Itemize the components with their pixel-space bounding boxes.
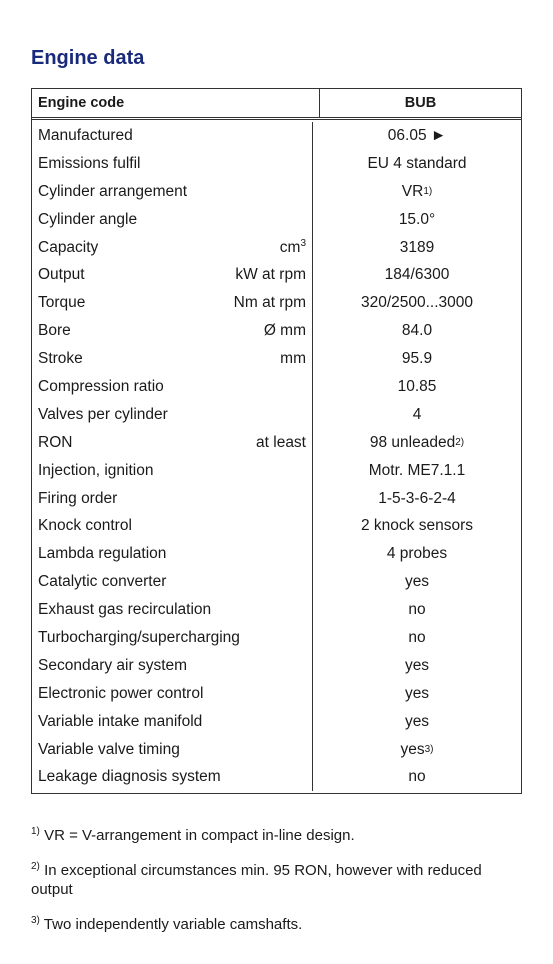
row-value: 95.9 [401, 350, 433, 368]
row-unit: kW at rpm [235, 266, 306, 284]
row-label: Secondary air system [38, 656, 188, 674]
row-value: 4 [412, 405, 422, 423]
row-label-cell [32, 317, 313, 345]
table-row [32, 457, 521, 485]
row-label-cell [32, 652, 313, 680]
row-label: Exhaust gas recirculation [38, 601, 212, 619]
row-value: 10.85 [397, 377, 437, 395]
row-label-cell [32, 345, 313, 373]
row-label: Output [38, 266, 85, 284]
row-label-cell [32, 736, 313, 764]
row-label-cell [32, 624, 313, 652]
row-label-cell [32, 568, 313, 596]
row-label-cell [32, 234, 313, 262]
row-label-cell [32, 401, 313, 429]
row-value: EU 4 standard [367, 154, 467, 172]
table-row [32, 624, 521, 652]
footnote [31, 826, 526, 845]
row-label: Compression ratio [38, 377, 164, 395]
row-value-cell: VR 1) [401, 182, 433, 200]
table-row [32, 596, 521, 624]
row-value-cell [313, 206, 521, 234]
row-label: Catalytic converter [38, 573, 167, 591]
row-value: yes [400, 740, 425, 758]
row-label-cell [32, 178, 313, 206]
row-value: Motr. ME7.1.1 [368, 461, 466, 479]
row-label: Knock control [38, 517, 132, 535]
row-value: no [408, 768, 426, 786]
footnote-text: Two independently variable camshafts. [39, 916, 303, 933]
row-value: 320/2500...3000 [360, 294, 474, 312]
row-value-cell [313, 652, 521, 680]
table-row [32, 708, 521, 736]
row-value: no [408, 601, 426, 619]
table-row [32, 540, 521, 568]
row-label: Electronic power control [38, 684, 204, 702]
row-label-cell [32, 485, 313, 513]
row-unit: $cm^3$ [279, 237, 306, 256]
row-unit: at least [256, 433, 306, 451]
footnote-text: In exceptional circumstances min. 95 RON, however with reduced output [31, 862, 482, 898]
row-label: Stroke [38, 350, 83, 368]
row-label-cell [32, 763, 313, 791]
row-value-cell [313, 540, 521, 568]
row-value-cell [313, 568, 521, 596]
engine-data-table [31, 88, 522, 794]
table-row [32, 763, 521, 791]
row-value-cell [313, 234, 521, 262]
footnotes [31, 826, 526, 950]
footnote-mark: 2) [31, 861, 40, 872]
table-row [32, 652, 521, 680]
row-value-cell [313, 624, 521, 652]
row-label-cell [32, 512, 313, 540]
row-unit: mm [280, 350, 306, 368]
table-row [32, 178, 521, 206]
table-row [32, 680, 521, 708]
table-row [32, 150, 521, 178]
row-value-cell [313, 289, 521, 317]
row-label: Lambda regulation [38, 545, 167, 563]
row-value-cell [313, 763, 521, 791]
row-label: Manufactured [38, 126, 133, 144]
row-value: 184/6300 [384, 266, 450, 284]
row-label: Leakage diagnosis system [38, 768, 221, 786]
row-value: 84.0 [401, 322, 433, 340]
row-value-cell [313, 485, 521, 513]
row-unit: Ø mm [263, 322, 306, 340]
row-value-cell [313, 457, 521, 485]
row-value-cell [313, 512, 521, 540]
table-row [32, 317, 521, 345]
row-label: Variable valve timing [38, 740, 180, 758]
row-label: Bore [38, 322, 71, 340]
table-row [32, 234, 521, 262]
table-row [32, 122, 521, 150]
header-value: BUB [404, 95, 437, 111]
row-label: Torque [38, 294, 86, 312]
header-label: Engine code [32, 89, 320, 117]
row-value: yes [404, 712, 430, 730]
table-header [32, 89, 521, 120]
row-label-cell [32, 429, 313, 457]
row-value-cell [313, 373, 521, 401]
row-value-cell [313, 317, 521, 345]
row-value: yes [404, 684, 430, 702]
row-value-cell [313, 150, 521, 178]
row-label: Variable intake manifold [38, 712, 203, 730]
row-value: 06.05 ► [387, 126, 447, 144]
unit-superscript: 3 [300, 237, 306, 249]
row-label: Valves per cylinder [38, 405, 168, 423]
row-value: 2 knock sensors [361, 517, 473, 535]
row-label: Emissions fulfil [38, 154, 141, 172]
row-value: VR [401, 182, 424, 200]
footnote [31, 861, 526, 899]
footnote-text: VR = V-arrangement in compact in-line design. [39, 827, 355, 844]
row-label: RON [38, 433, 73, 451]
row-label-cell [32, 680, 313, 708]
row-value-cell [313, 596, 521, 624]
footnote-mark: 3) [31, 915, 40, 926]
row-label-cell [32, 289, 313, 317]
row-label-cell [32, 373, 313, 401]
row-value: yes [404, 573, 430, 591]
footnote [31, 915, 526, 934]
row-label-cell [32, 206, 313, 234]
row-value: 15.0° [398, 210, 436, 228]
row-value-cell [313, 345, 521, 373]
table-row [32, 261, 521, 289]
row-label: Turbocharging/supercharging [38, 628, 240, 646]
row-label: Capacity [38, 238, 99, 256]
table-row [32, 345, 521, 373]
table-row [32, 485, 521, 513]
table-row [32, 401, 521, 429]
row-label-cell [32, 540, 313, 568]
row-label-cell [32, 596, 313, 624]
row-label-cell [32, 708, 313, 736]
row-value: yes [404, 656, 430, 674]
row-label: Cylinder arrangement [38, 182, 188, 200]
row-value: 4 probes [386, 545, 448, 563]
table-row [32, 289, 521, 317]
row-value-cell [313, 680, 521, 708]
row-label-cell [32, 261, 313, 289]
table-row [32, 736, 521, 764]
row-value-cell [313, 261, 521, 289]
row-value-cell [313, 708, 521, 736]
row-value: no [408, 628, 426, 646]
row-value-cell [313, 401, 521, 429]
row-value-cell: yes 3) [400, 740, 434, 758]
row-label: Firing order [38, 489, 118, 507]
row-label-cell [32, 122, 313, 150]
row-value: 98 unleaded [369, 433, 456, 451]
table-row [32, 206, 521, 234]
row-label-cell [32, 150, 313, 178]
table-body [32, 120, 521, 793]
table-row [32, 373, 521, 401]
row-label: Injection, ignition [38, 461, 154, 479]
row-value-cell: 98 unleaded 2) [369, 433, 465, 451]
row-label: Cylinder angle [38, 210, 138, 228]
footnote-mark: 1) [31, 826, 40, 837]
row-value: 1-5-3-6-2-4 [378, 489, 456, 507]
row-value: 3189 [399, 238, 435, 256]
page-title: Engine data [31, 47, 145, 69]
table-row [32, 429, 521, 457]
row-value-cell [313, 122, 521, 150]
row-label-cell [32, 457, 313, 485]
table-row [32, 568, 521, 596]
row-unit: Nm at rpm [233, 294, 306, 312]
table-row [32, 512, 521, 540]
